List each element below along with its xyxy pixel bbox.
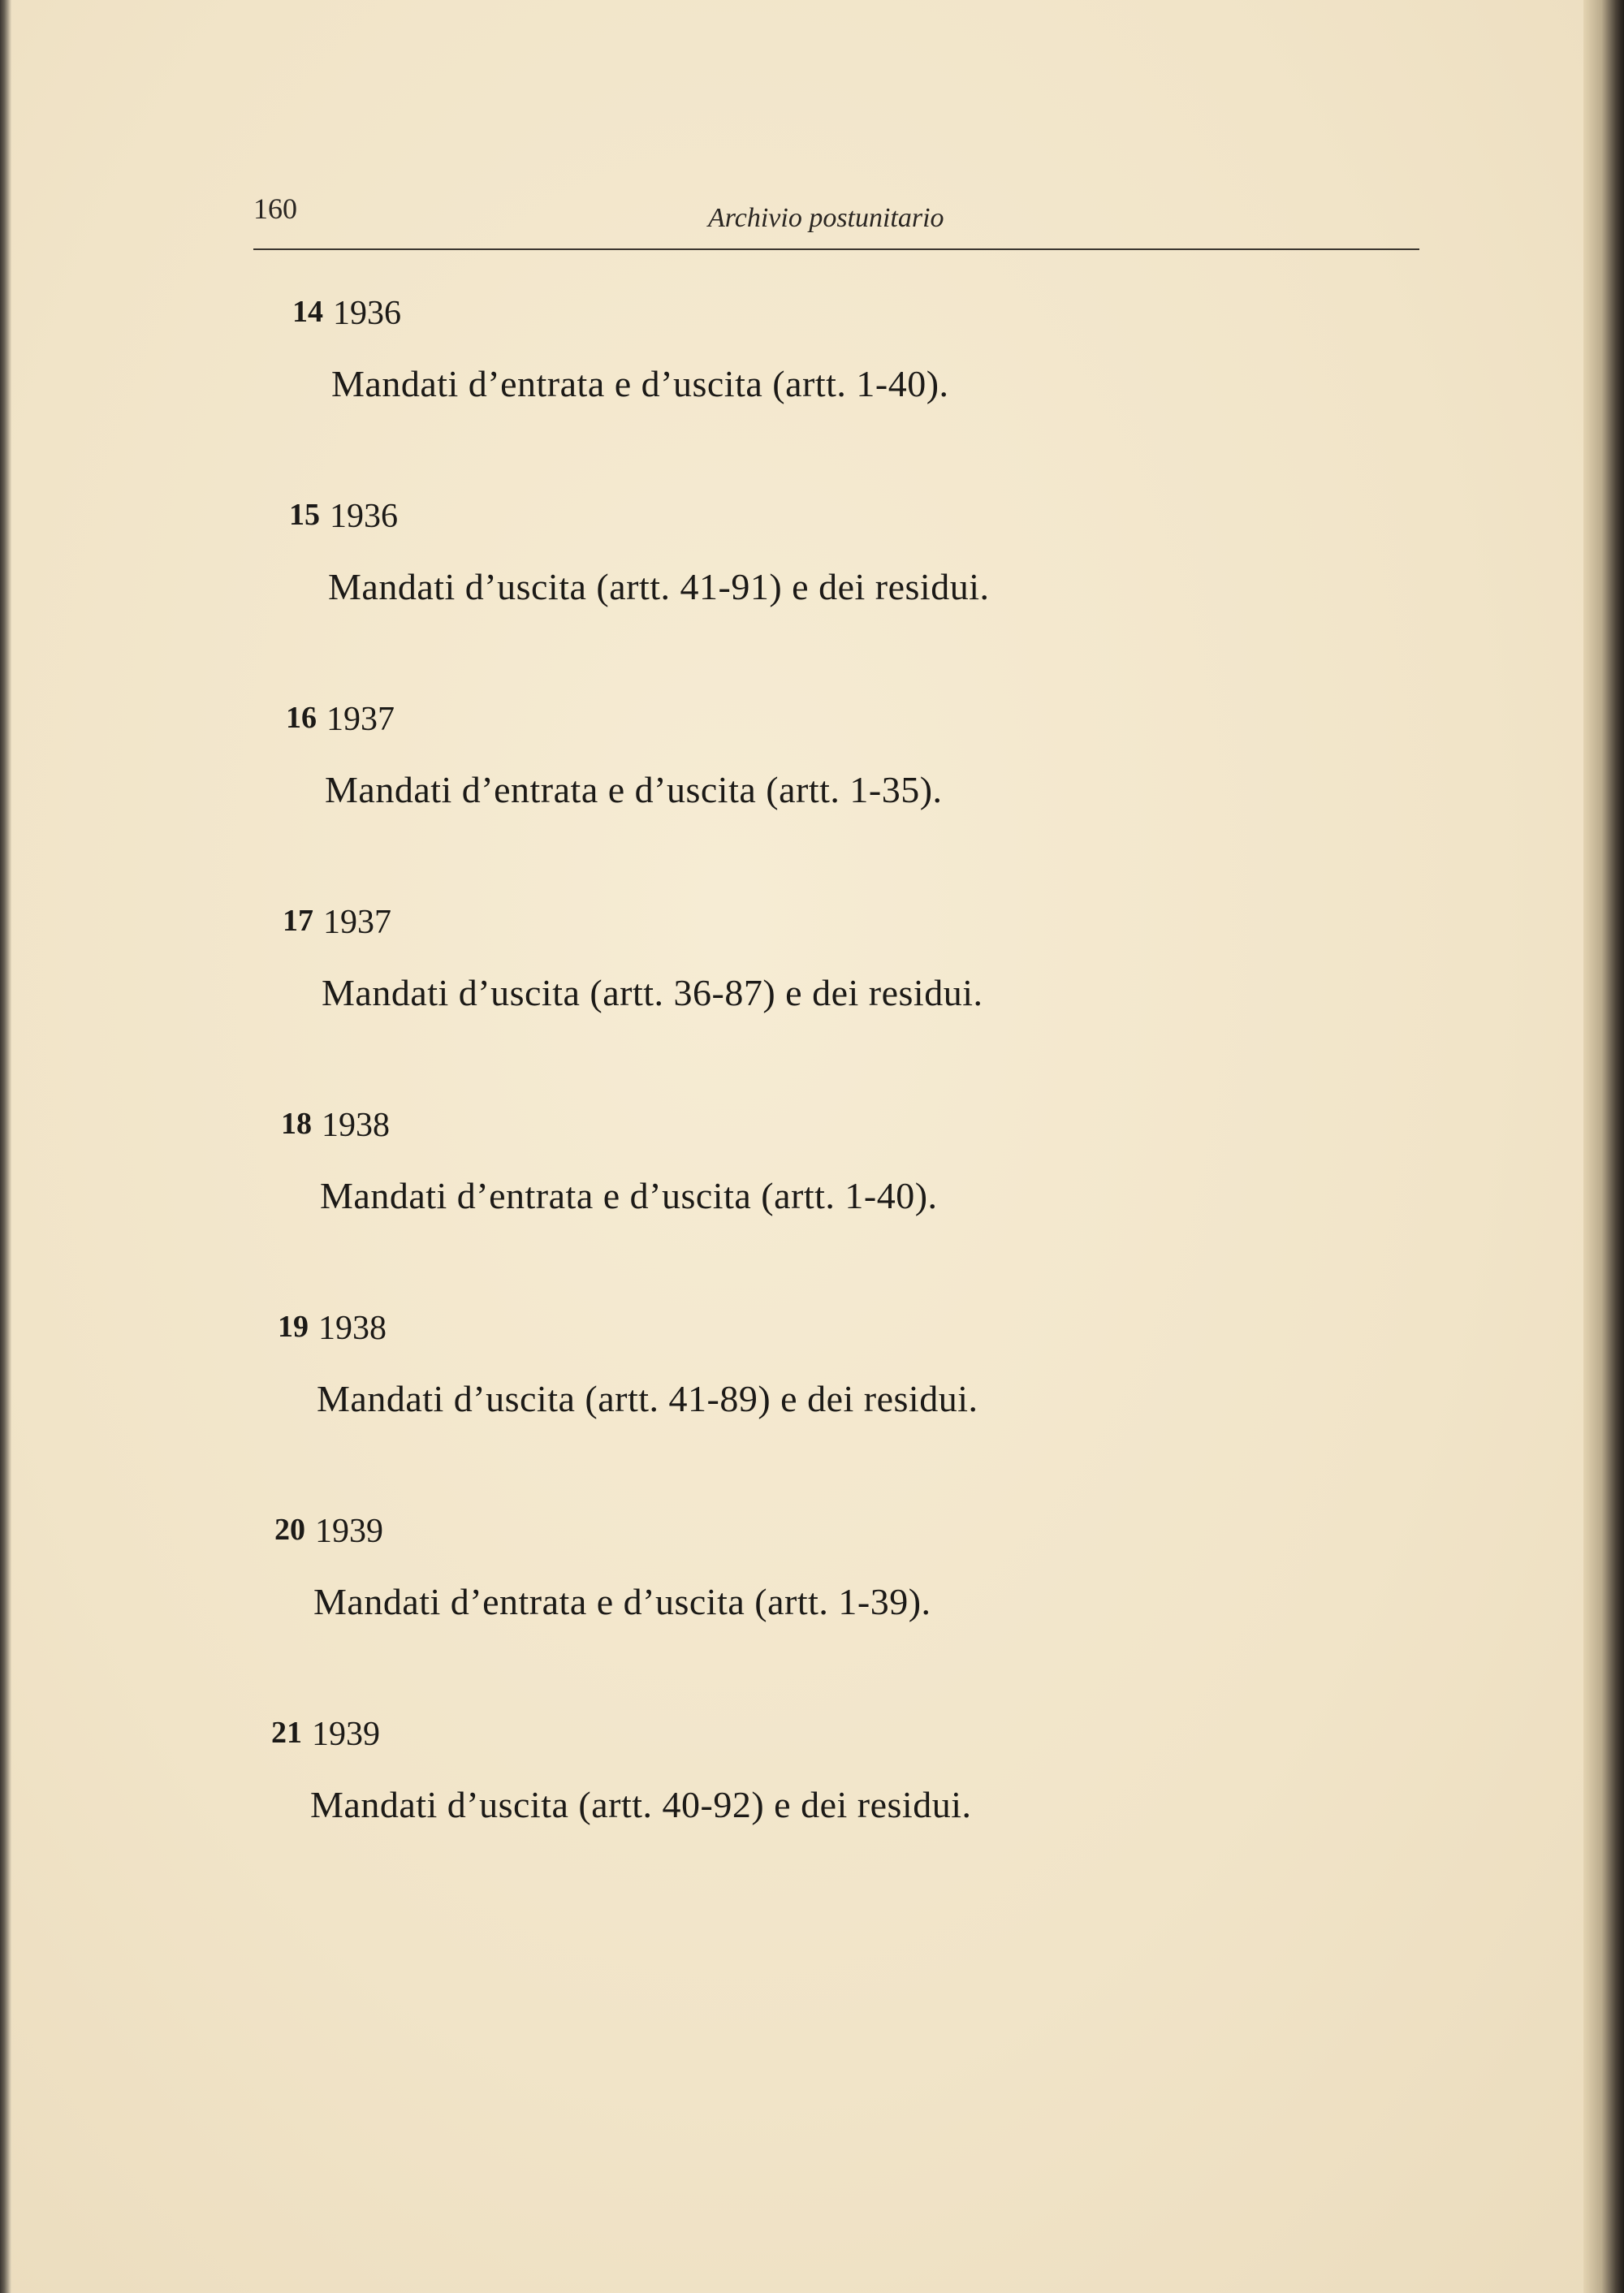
- page-number: 160: [253, 192, 297, 225]
- running-title: Archivio postunitario: [708, 203, 944, 233]
- entry-year: 1938: [322, 1107, 390, 1144]
- entry-year: 1936: [330, 498, 398, 535]
- entry-number: 14: [292, 295, 323, 329]
- entry-year: 1936: [333, 295, 401, 332]
- entry-number: 18: [281, 1107, 312, 1141]
- archive-entry: [232, 1512, 1125, 1674]
- book-gutter: [1583, 0, 1624, 2293]
- archive-entry: [240, 903, 1134, 1065]
- entry-description: Mandati d’entrata e d’uscita (artt. 1-40).: [331, 363, 949, 404]
- entry-year: 1939: [312, 1716, 380, 1753]
- entry-year: 1938: [318, 1310, 387, 1347]
- entry-number: 16: [286, 701, 317, 735]
- entry-year: 1939: [315, 1513, 383, 1550]
- entry-number: 17: [283, 904, 313, 938]
- entry-description: Mandati d’uscita (artt. 41-91) e dei residui.: [328, 566, 990, 607]
- entry-year: 1937: [323, 904, 391, 941]
- page-left-edge: [0, 0, 11, 2293]
- entry-description: Mandati d’entrata e d’uscita (artt. 1-39).: [313, 1581, 931, 1622]
- archive-entry: [229, 1715, 1122, 1877]
- entry-number: 19: [278, 1310, 309, 1344]
- entry-description: Mandati d’entrata e d’uscita (artt. 1-40).: [320, 1175, 938, 1216]
- archive-entry: [239, 1106, 1132, 1268]
- entry-description: Mandati d’uscita (artt. 40-92) e dei residui.: [310, 1784, 972, 1825]
- archive-entry: [235, 1309, 1129, 1471]
- entry-description: Mandati d’entrata e d’uscita (artt. 1-35).: [325, 769, 943, 810]
- archive-entry: [247, 497, 1140, 659]
- archive-entry: [250, 294, 1143, 456]
- page-header: [253, 192, 1419, 250]
- entry-number: 20: [274, 1513, 305, 1547]
- entry-year: 1937: [326, 701, 395, 738]
- entry-description: Mandati d’uscita (artt. 41-89) e dei residui.: [317, 1378, 978, 1419]
- entry-description: Mandati d’uscita (artt. 36-87) e dei residui.: [322, 972, 983, 1013]
- entry-number: 21: [271, 1716, 302, 1750]
- entry-number: 15: [289, 498, 320, 532]
- archive-entry: [244, 700, 1137, 862]
